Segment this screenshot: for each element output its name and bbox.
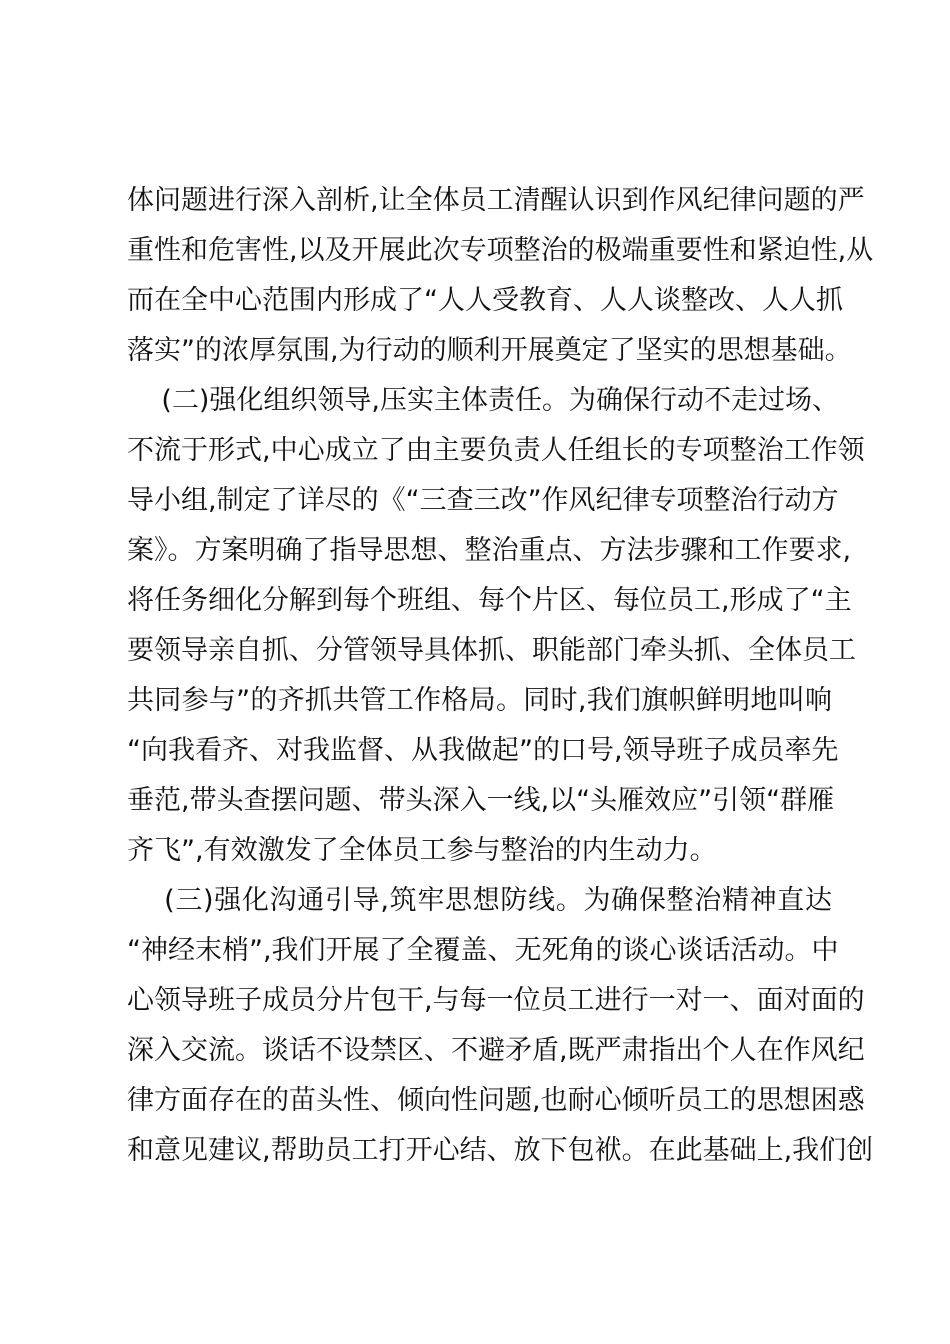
text-line: 深入交流。谈话不设禁区、不避矛盾,既严肃指出个人在作风纪 (127, 1035, 865, 1066)
text-line: 将任务细化分解到每个班组、每个片区、每位员工,形成了“主 (127, 585, 852, 616)
text-line: (三)强化沟通引导,筑牢思想防线。为确保整治精神直达 (127, 885, 832, 916)
text-line: 和意见建议,帮助员工打开心结、放下包袱。在此基础上,我们创 (127, 1135, 874, 1166)
text-line: “向我看齐、对我监督、从我做起”的口号,领导班子成员率先 (127, 735, 839, 766)
text-line: 共同参与”的齐抓共管工作格局。同时,我们旗帜鲜明地叫响 (127, 685, 832, 716)
text-line: 齐飞”,有效激发了全体员工参与整治的内生动力。 (127, 835, 717, 866)
text-line: 不流于形式,中心成立了由主要负责人任组长的专项整治工作领 (127, 435, 865, 466)
text-line: 体问题进行深入剖析,让全体员工清醒认识到作风纪律问题的严 (127, 185, 865, 216)
text-line: 律方面存在的苗头性、倾向性问题,也耐心倾听员工的思想困惑 (127, 1085, 865, 1116)
text-line: 心领导班子成员分片包干,与每一位员工进行一对一、面对面的 (127, 985, 865, 1016)
text-line: 垂范,带头查摆问题、带头深入一线,以“头雁效应”引领“群雁 (127, 785, 835, 816)
text-line: “神经末梢”,我们开展了全覆盖、无死角的谈心谈话活动。中 (127, 935, 839, 966)
text-line: 要领导亲自抓、分管领导具体抓、职能部门牵头抓、全体员工 (127, 635, 856, 666)
text-line: 案》。方案明确了指导思想、整治重点、方法步骤和工作要求, (127, 535, 852, 566)
text-line: 导小组,制定了详尽的《“三查三改”作风纪律专项整治行动方 (127, 485, 839, 516)
text-line: 重性和危害性,以及开展此次专项整治的极端重要性和紧迫性,从 (127, 235, 874, 266)
text-line: (二)强化组织领导,压实主体责任。为确保行动不走过场、 (127, 385, 839, 416)
text-line: 落实”的浓厚氛围,为行动的顺利开展奠定了坚实的思想基础。 (127, 335, 852, 366)
text-line: 而在全中心范围内形成了“人人受教育、人人谈整改、人人抓 (127, 285, 843, 316)
